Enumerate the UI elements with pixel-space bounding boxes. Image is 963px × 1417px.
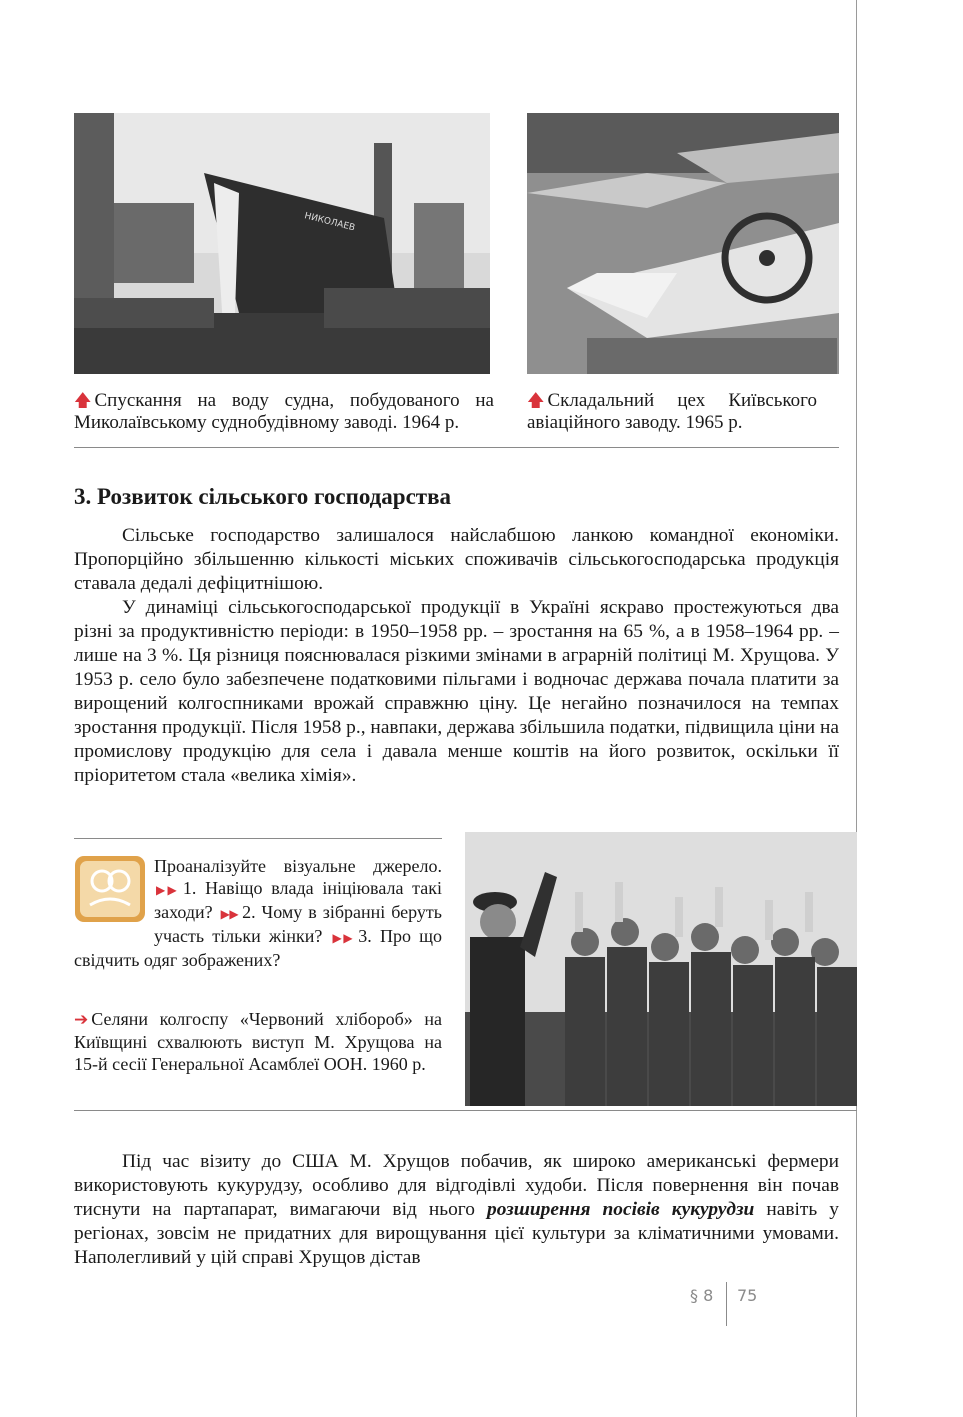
aircraft-shop-caption: 🡅 Складальний цех Київського авіаційного заводу. 1965 р. xyxy=(527,390,817,433)
paragraph-1: Сільське господарство залишалося найслабшою ланкою командної економіки. Пропорційно збільшенню кількості міських споживачів сільськогосподарська продукція ставала дедалі дефіцитнішою. xyxy=(74,525,839,594)
right-arrow-icon: ➔ xyxy=(74,1010,89,1030)
closing-emphasis: розширення посівів кукурудзи xyxy=(487,1199,755,1220)
page-number: 75 xyxy=(737,1286,758,1305)
up-arrow-icon: 🡅 xyxy=(74,391,92,411)
up-arrow-icon: 🡅 xyxy=(527,391,545,411)
section-body xyxy=(74,524,839,788)
closing-paragraph xyxy=(74,1150,839,1270)
task-top-divider xyxy=(74,838,442,839)
page-edge-line xyxy=(856,0,857,1417)
mid-divider xyxy=(74,1110,857,1111)
double-arrow-icon: ▶▶ xyxy=(332,931,355,945)
ship-hull-name: НИКОЛАЕВ xyxy=(303,211,356,234)
top-divider xyxy=(74,447,839,448)
task-intro: Проаналізуйте візуальне джерело. xyxy=(154,856,442,876)
closing-text-before: Під час візиту до США М. Хрущов побачив, як широко американські фермери використовують кукурудзу, особливо для відгодівлі худоби. Після повернення він почав тиснути на партапарат, вимагаючи від нього xyxy=(74,1151,839,1220)
double-arrow-icon: ▶▶ xyxy=(156,883,179,897)
footer-separator xyxy=(726,1282,727,1326)
footer-section: § 8 xyxy=(690,1286,714,1305)
ship-launch-caption: 🡅 Спускання на воду судна, побудованого на Миколаївському суднобудівному заводі. 1964 р. xyxy=(74,390,494,433)
aircraft-shop-photo xyxy=(527,113,839,374)
analysis-task-icon xyxy=(74,855,146,923)
kolkhoz-caption: ➔ Селяни колгоспу «Червоний хлібороб» на Київщині схвалюють виступ М. Хрущова на 15-й сесії Генеральної Асамблеї ООН. 1960 р. xyxy=(74,1009,442,1074)
kolkhoz-meeting-photo xyxy=(465,832,857,1106)
closing-text-after: навіть у регіонах, зовсім не придатних для вирощування цієї культури за кліматичними умовами. Наполегливий у цій справі Хрущов дістав xyxy=(74,1199,839,1268)
task-question-2: 2. Чому в зібранні беруть участь тільки жінки? xyxy=(154,902,442,946)
ship-launch-photo xyxy=(74,113,490,374)
task-question-1: 1. Навіщо влада ініціювала такі заходи? xyxy=(154,878,442,922)
task-box xyxy=(74,855,442,971)
paragraph-2: У динаміці сільськогосподарської продукції в Україні яскраво простежуються два різні за продуктивністю періоди: в 1950–1958 рр. – зростання на 65 %, а в 1958–1964 рр. – лише на 3 %. Ця різниця пояснювалася різкими змінами в аграрній політиці М. Хрущова. У 1953 р. село було забезпечене податковими пільгами і водночас держава почала платити за вирощений колгоспниками врожай справжню ціну. Це негайно позначилося на темпах зростання продукції. Після 1958 р., навпаки, держава збільшила податки, підвищила ціни на промислову продукцію для села і давала менше коштів на його розвиток, оскільки її пріоритетом стала «велика хімія». xyxy=(74,597,839,786)
task-question-3: 3. Про що свідчить одяг зображених? xyxy=(74,926,442,970)
double-arrow-icon: ▶▶ xyxy=(220,907,239,921)
section-title: 3. Розвиток сільського господарства xyxy=(74,484,452,509)
